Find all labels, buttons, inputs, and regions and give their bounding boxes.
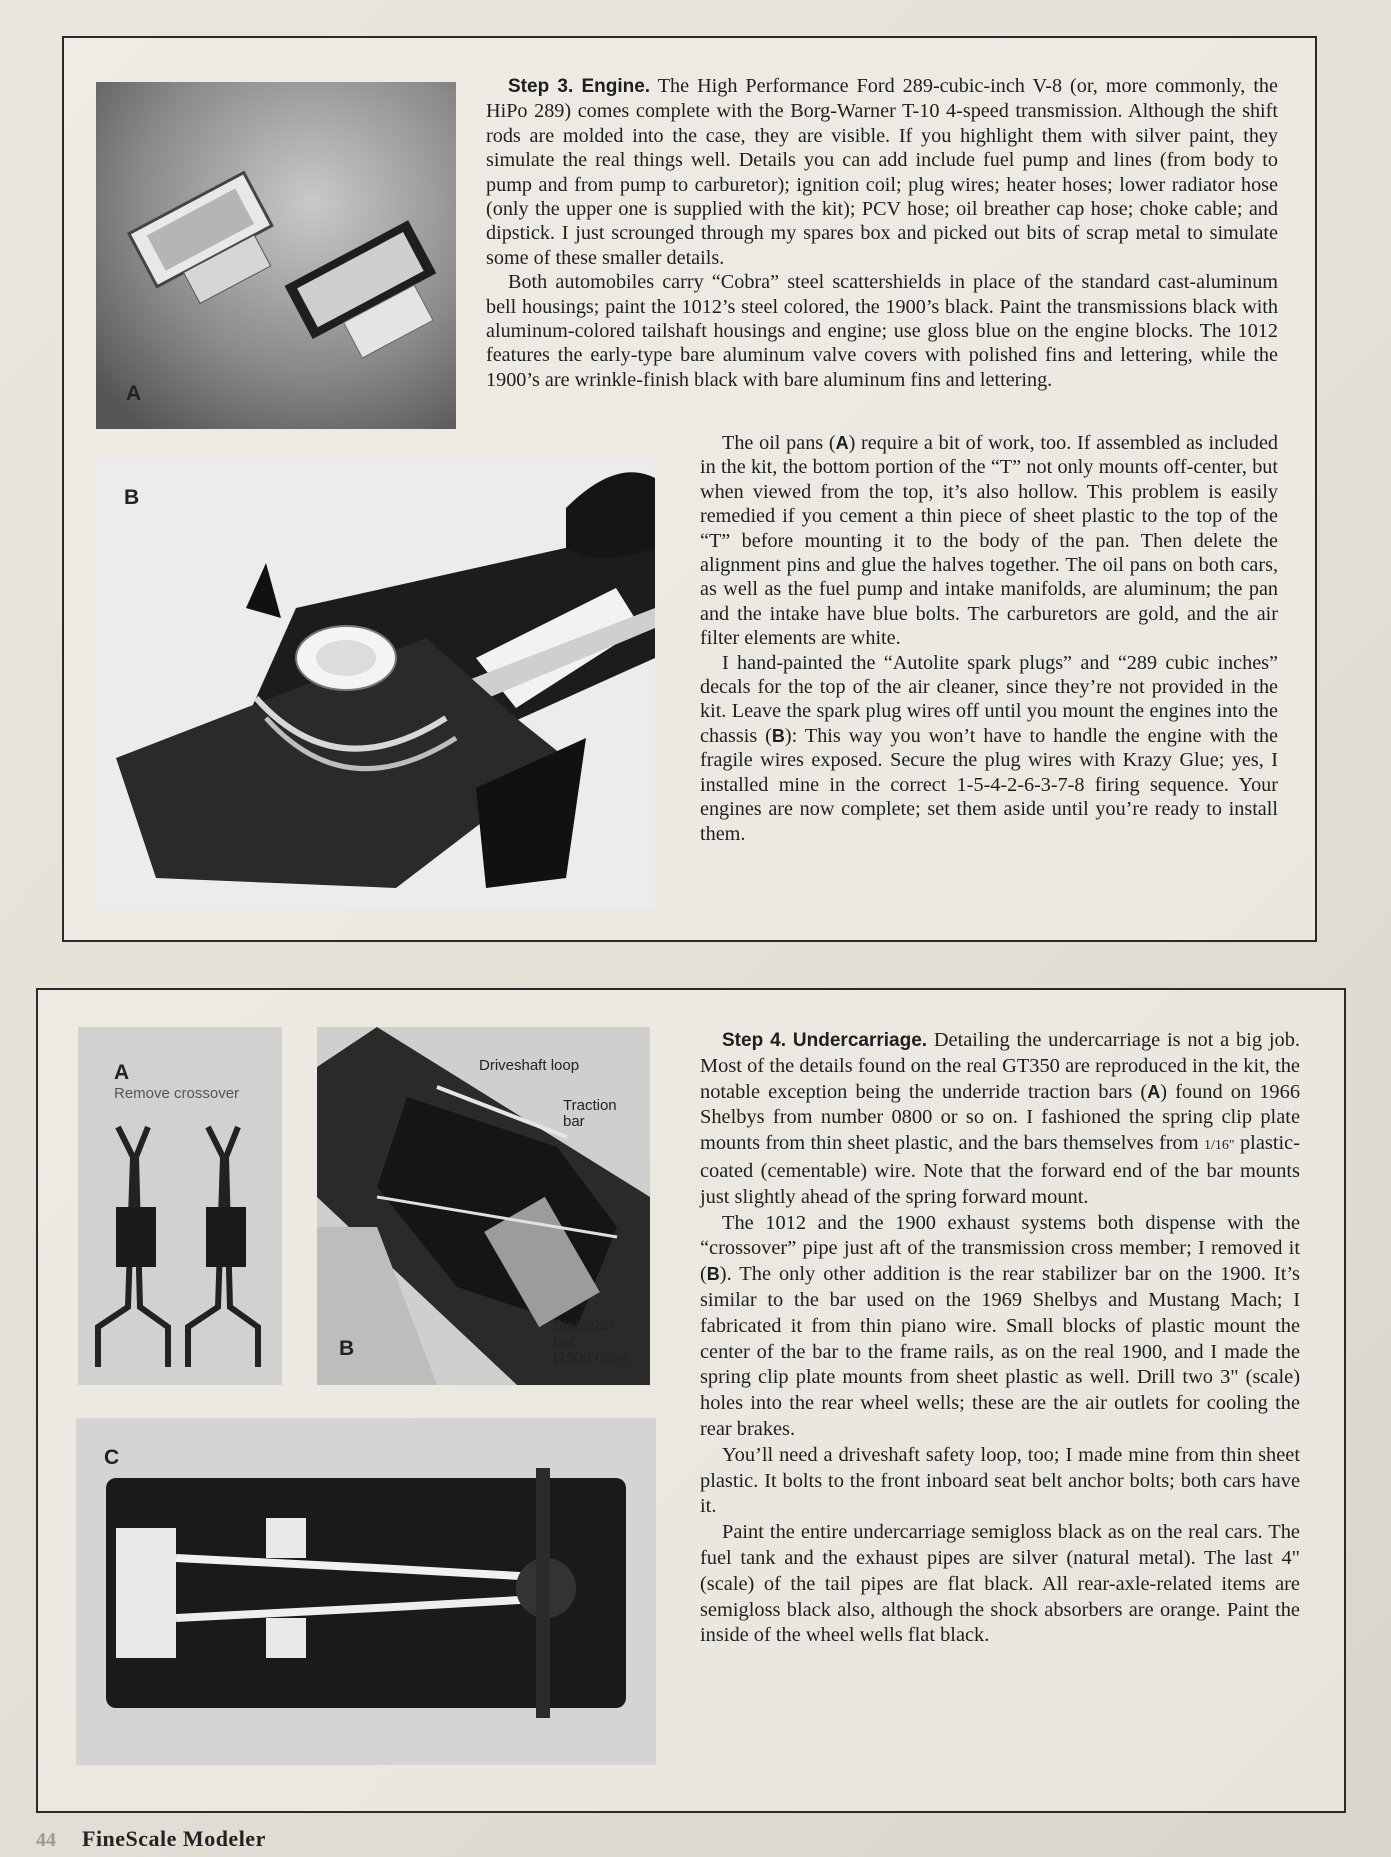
photo-oil-pans (96, 82, 456, 429)
caption-stabilizer-bar-1: Stabilizer (553, 1317, 615, 1334)
page-number: 44 (36, 1829, 56, 1851)
step4-text (700, 1028, 1300, 1649)
undercarriage-full-image (76, 1418, 656, 1765)
step4-paragraph-3: You’ll need a driveshaft safety loop, too; I made mine from thin sheet plastic. It bolts to the front inboard seat belt anchor bolts; both cars have it. (700, 1443, 1300, 1518)
step3-paragraph-3: The oil pans (A) require a bit of work, too. If assembled as included in the kit, the bottom portion of the “T” not only mounts off-center, but when viewed from the top, it’s also hollow. This problem is easily remedied if you cement a thin piece of sheet plastic to the top of the “T” before mounting it to the body of the pan. Then delete the alignment pins and glue the halves together. The oil pans on both cars, as well as the fuel pump and intake manifolds, are aluminum; the pan and the intake have blue bolts. The carburetors are gold, and the air filter elements are white. (700, 432, 1278, 650)
caption-stabilizer-bar-2: bar (553, 1333, 575, 1350)
engine-chassis-image (96, 458, 655, 910)
caption-traction-bar-2: bar (563, 1113, 585, 1130)
caption-stabilizer-bar-3: (1900 only) (553, 1349, 629, 1366)
photo-label-b: B (124, 486, 140, 509)
photo-label-b: B (339, 1337, 355, 1360)
step4-heading: Step 4. Undercarriage. (722, 1030, 928, 1051)
caption-remove-crossover: Remove crossover (114, 1085, 240, 1102)
photo-label-a: A (114, 1061, 130, 1084)
step4-paragraph-1: Step 4. Undercarriage. Detailing the undercarriage is not a big job. Most of the details found on the real GT350 are reproduced in the kit, the notable exception being the underride traction bars (A) found on 1966 Shelbys from number 0800 or so on. I fashioned the spring clip plate mounts from thin sheet plastic, and the bars themselves from 1/16" plastic-coated (cementable) wire. Note that the forward end of the bar mounts just slightly ahead of the spring forward mount. (700, 1029, 1301, 1208)
caption-driveshaft-loop: Driveshaft loop (479, 1057, 580, 1074)
step3-text-top (486, 74, 1278, 392)
step3-heading: Step 3. Engine. (508, 76, 651, 97)
step4-paragraph-2: The 1012 and the 1900 exhaust systems both dispense with the “crossover” pipe just aft of the transmission cross member; I removed it (B). The only other addition is the rear stabilizer bar on the 1900. It’s similar to the bar used on the 1969 Shelbys and Mustang Mach; I fabricated it from thin piano wire. Small blocks of plastic mount the center of the bar to the frame rails, as on the real 1900, and I made the spring clip plate mounts from sheet plastic as well. Drill two 3" (scale) holes into the rear wheel wells; these are the air outlets for cooling the rear brakes. (700, 1211, 1300, 1440)
photo-label-a: A (126, 382, 142, 405)
photo-exhaust-pipes (78, 1027, 282, 1385)
step3-paragraph-2: Both automobiles carry “Cobra” steel scattershields in place of the standard cast-aluminum bell housings; paint the 1012’s steel colored, the 1900’s black. Paint the transmissions black with aluminum-colored tailshaft housings and engine; use gloss blue on the engine blocks. The 1012 features the early-type bare aluminum valve covers with polished fins and lettering, while the 1900’s are wrinkle-finish black with bare aluminum fins and lettering. (486, 271, 1278, 391)
step3-paragraph-1: Step 3. Engine. The High Performance Ford 289-cubic-inch V-8 (or, more commonly, the HiPo 289) comes complete with the Borg-Warner T-10 4-speed transmission. Although the shift rods are molded into the case, they are visible. If you highlight them with silver paint, they simulate the real things well. Details you can add include fuel pump and lines (from body to pump and from pump to carburetor); ignition coil; plug wires; heater hoses; lower radiator hose (only the upper one is supplied with the kit); PCV hose; oil breather cap hose; choke cable; and dipstick. I just scrounged through my spares box and picked out bits of scrap metal to simulate some of these smaller details. (486, 75, 1278, 269)
magazine-name: FineScale Modeler (82, 1826, 266, 1851)
oil-pans-image (96, 82, 456, 429)
step3-paragraph-4: I hand-painted the “Autolite spark plugs” and “289 cubic inches” decals for the top of the air cleaner, since they’re not provided in the kit. Leave the spark plug wires off until you mount the engines into the chassis (B): This way you won’t have to handle the engine with the fragile wires exposed. Secure the plug wires with Krazy Glue; yes, I installed mine in the correct 1-5-4-2-6-3-7-8 firing sequence. Your engines are now complete; set them aside until you’re ready to install them. (700, 651, 1278, 845)
photo-undercarriage-detail (317, 1027, 650, 1385)
step4-paragraph-4: Paint the entire undercarriage semigloss black as on the real cars. The fuel tank and the exhaust pipes are silver (natural metal). The last 4" (scale) of the tail pipes are flat black. All rear-axle-related items are semigloss black also, although the shock absorbers are orange. Paint the inside of the wheel wells flat black. (700, 1521, 1300, 1647)
photo-undercarriage-full (76, 1418, 656, 1765)
photo-engine-chassis (96, 458, 655, 910)
photo-label-c: C (104, 1446, 120, 1469)
exhaust-pipes-image (78, 1027, 282, 1385)
step3-text-bottom (700, 431, 1278, 846)
caption-traction-bar-1: Traction (563, 1097, 617, 1114)
page-footer (36, 1826, 266, 1852)
